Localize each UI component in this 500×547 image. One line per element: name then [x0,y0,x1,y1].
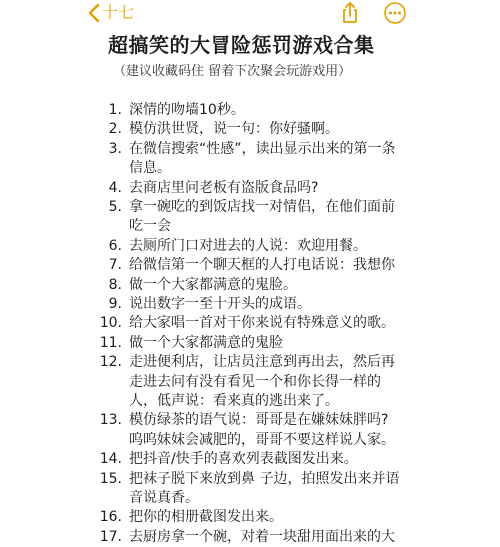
list-item-text [129,449,404,468]
list-item-number: 3. [108,140,122,157]
list-item-text [129,352,404,410]
list-item-number: 13. [99,412,122,429]
list-item-number: 16. [99,509,122,526]
list-item-text [129,333,404,352]
list-item-number: 4. [108,179,122,196]
list-item-line: 给大家唱一首对干你来说有特殊意义的歌。 [129,315,395,332]
more-icon[interactable] [383,1,407,25]
list-item-text [129,507,404,526]
list-item-text [129,313,404,332]
list-item-number: 14. [99,451,122,468]
list-item-number: 5. [108,199,122,215]
list-item-line: 音说真香。 [129,489,199,506]
list-item-number: 1. [108,102,122,118]
chevron-left-icon [88,3,100,23]
list-item-line: 人，低声说：看来真的逃出来了。 [129,392,339,409]
list-item-text [129,236,404,255]
list-item-line: 做一个大家都满意的鬼脸。 [129,276,297,293]
list-item-number: 12. [99,354,122,371]
list-item-line: 去厨房拿一个碗，对着一块甜用面出来的大 [129,528,395,545]
list-item-line: 模仿绿茶的语气说：哥哥是在嫌妹妹胖吗? [129,412,389,429]
list-item-text [129,527,404,546]
list-item-line: 拿一碗吃的到饭店找一对情侣，在他们面前 [129,199,395,215]
list-item-number: 6. [108,237,122,254]
share-icon[interactable] [338,1,362,25]
list-item-line: 走进去问有没有看见一个和你长得一样的 [129,373,381,390]
list-item-text [129,178,404,197]
list-item-line: 呜呜妹妹会减肥的，哥哥不要这样说人家。 [129,431,395,448]
list-item-text [129,469,404,508]
list-item-line: 模仿洪世贤，说一句：你好骚啊。 [129,121,339,138]
list-item-line: 把抖音/快手的喜欢列表截图发出来。 [129,451,358,468]
list-item-text [129,100,404,119]
list-item-line: 说出数字一至十开头的成语。 [129,296,311,312]
list-item-number: 8. [108,276,122,293]
list-item-number: 11. [99,334,122,351]
list-item-text [129,294,404,313]
note-title: 超搞笑的大冒险惩罚游戏合集 [108,33,375,57]
list-item-line: 给微信第一个聊天框的人打电话说：我想你 [129,257,395,274]
list-item-text [129,139,404,178]
list-item-line: 把袜子脱下来放到鼻 子边，拍照发出来并语 [129,470,400,487]
list-item-number: 15. [99,470,122,487]
list-item-number: 10. [99,315,122,332]
list-item-text [129,255,404,274]
list-item-number: 7. [108,257,122,274]
list-item-number: 2. [108,121,122,138]
list-item-line: 把你的相册截图发出来。 [129,509,283,526]
list-item-number: 17. [99,528,122,545]
list-item-text [129,275,404,294]
note-subtitle: （建议收藏码住 留着下次聚会玩游戏用） [113,64,352,79]
list-item-text [129,410,404,449]
list-item-line: 深情的吻墙10秒。 [129,102,245,118]
list-item-line: 去厕所门口对进去的人说：欢迎用餐。 [129,237,367,254]
list-item-line: 去商店里问老板有盗版食品吗? [129,179,319,196]
back-button[interactable] [88,2,134,24]
navigation-bar [0,0,500,26]
list-item-text [129,119,404,138]
list-item-line: 信息。 [129,160,171,177]
list-item-line: 吃一会 [129,218,171,235]
back-label: 十七 [102,3,135,22]
list-item-line: 做一个大家都满意的鬼脸 [129,334,283,351]
list-item-line: 走进便利店，让店员注意到再出去，然后再 [129,354,395,371]
list-item-line: 在微信搜索“性感”，读出显示出来的第一条 [129,140,396,157]
list-item-text [129,197,404,236]
list-item-number: 9. [108,296,122,312]
